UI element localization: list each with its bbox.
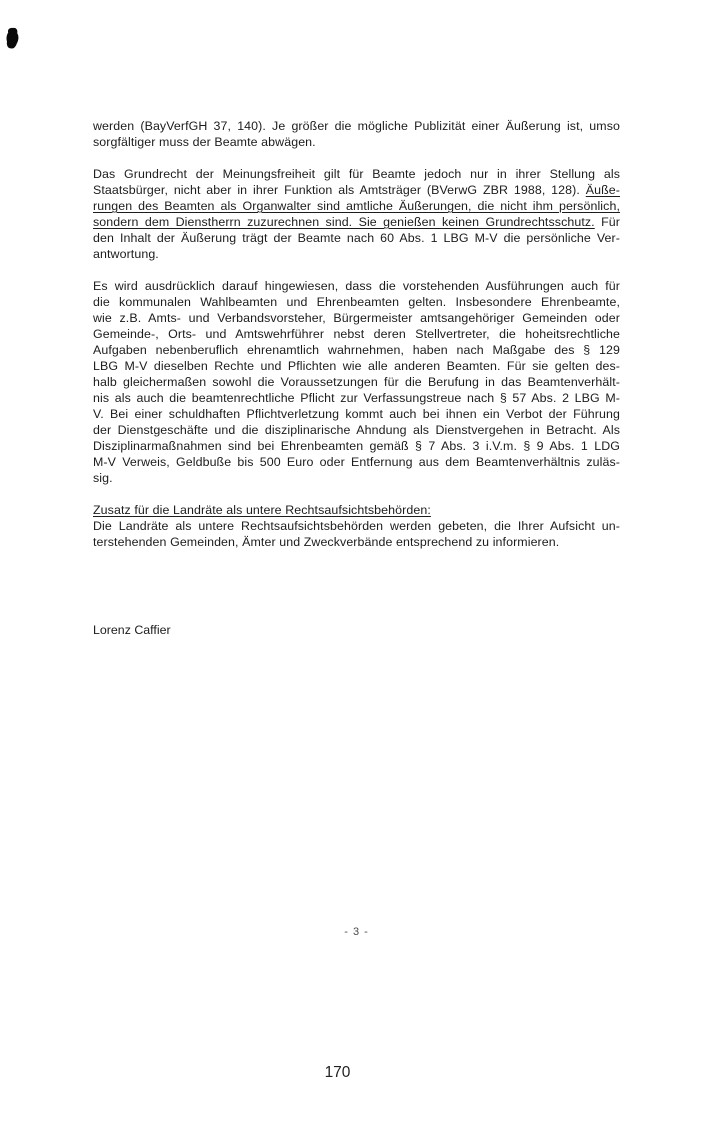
text-segment: V. Bei einer schuldhaften Pflichtverletzung kommt auch bei ihnen ein Verbot der Führung — [93, 407, 620, 421]
text-segment: die kommunalen Wahlbeamten und Ehrenbeamten gelten. Insbesondere Ehrenbeamte, — [93, 295, 620, 309]
text-line — [93, 454, 620, 470]
text-line — [93, 470, 620, 486]
text-line — [93, 422, 620, 438]
document-text — [93, 118, 620, 638]
signature-name: Lorenz Caffier — [93, 623, 171, 637]
text-segment: Es wird ausdrücklich darauf hingewiesen, dass die vorstehenden Ausführungen auch für — [93, 279, 620, 293]
text-line — [93, 230, 620, 246]
text-segment: halb gleichermaßen sowohl die Voraussetzungen für die Berufung in das Beamtenverhält- — [93, 375, 620, 389]
text-line — [93, 246, 620, 262]
text-segment: Für — [594, 215, 620, 229]
text-segment: Das Grundrecht der Meinungsfreiheit gilt für Beamte jedoch nur in ihrer Stellung als — [93, 167, 620, 181]
text-segment: werden (BayVerfGH 37, 140). Je größer die mögliche Publizität einer Äußerung ist, umso — [93, 119, 620, 133]
text-line — [93, 310, 620, 326]
text-line — [93, 326, 620, 342]
text-line — [93, 390, 620, 406]
text-segment: Staatsbürger, nicht aber in ihrer Funktion als Amtsträger (BVerwG ZBR 1988, 128). — [93, 183, 586, 197]
text-line — [93, 502, 620, 518]
text-line — [93, 358, 620, 374]
text-line — [93, 374, 620, 390]
text-segment: terstehenden Gemeinden, Ämter und Zweckverbände entsprechend zu informieren. — [93, 535, 560, 549]
text-segment: Gemeinde-, Orts- und Amtswehrführer nebst deren Stellvertreter, die hoheitsrechtliche — [93, 327, 620, 341]
text-segment: Aufgaben nebenberuflich ehrenamtlich wahrnehmen, haben nach Maßgabe des § 129 — [93, 343, 620, 357]
text-line — [93, 534, 620, 550]
text-line — [93, 406, 620, 422]
text-segment: Disziplinarmaßnahmen sind bei Ehrenbeamten gemäß § 7 Abs. 3 i.V.m. § 9 Abs. 1 LDG — [93, 439, 620, 453]
text-line — [93, 342, 620, 358]
text-segment: Die Landräte als untere Rechtsaufsichtsbehörden werden gebeten, die Ihrer Aufsicht un- — [93, 519, 620, 533]
scan-ink-blob-icon — [5, 27, 21, 51]
text-line — [93, 214, 620, 230]
text-segment: sorgfältiger muss der Beamte abwägen. — [93, 135, 316, 149]
text-line — [93, 134, 620, 150]
text-line — [93, 166, 620, 182]
text-segment: der Dienstgeschäfte und die disziplinarische Ahndung als Dienstvergehen in Betracht. Als — [93, 423, 620, 437]
text-segment: LBG M-V dieselben Rechte und Pflichten wie alle anderen Beamten. Für sie gelten des- — [93, 359, 620, 373]
paragraph-grundrecht — [93, 166, 620, 262]
text-line — [93, 182, 620, 198]
text-line — [93, 438, 620, 454]
text-line — [93, 198, 620, 214]
text-line — [93, 294, 620, 310]
scanned-page-marker: - 3 - — [344, 926, 369, 938]
text-segment: den Inhalt der Äußerung trägt der Beamte nach 60 Abs. 1 LBG M-V die persönliche Ver- — [93, 231, 620, 245]
underlined-text-segment: sondern dem Dienstherrn zuzurechnen sind. Sie genießen keinen Grundrechtsschutz. — [93, 215, 595, 229]
text-segment: nis als auch die beamtenrechtliche Pflicht zur Verfassungstreue nach § 57 Abs. 2 LBG M- — [93, 391, 620, 405]
paragraph-publizitaet — [93, 118, 620, 150]
underlined-text-segment: Zusatz für die Landräte als untere Rechtsaufsichtsbehörden: — [93, 503, 431, 517]
text-segment: antwortung. — [93, 247, 159, 261]
paragraph-zusatz-landraete — [93, 502, 620, 550]
text-segment: sig. — [93, 471, 113, 485]
paragraph-ehrenbeamte — [93, 278, 620, 486]
text-line — [93, 518, 620, 534]
underlined-text-segment: rungen des Beamten als Organwalter sind amtliche Äußerungen, die nicht ihm persönlich, — [93, 199, 620, 213]
pdf-page-number: 170 — [324, 1064, 351, 1081]
text-line — [93, 118, 620, 134]
text-segment: M-V Verweis, Geldbuße bis 500 Euro oder Entfernung aus dem Beamtenverhältnis zuläs- — [93, 455, 620, 469]
text-segment: wie z.B. Amts- und Verbandsvorsteher, Bürgermeister amtsangehöriger Gemeinden oder — [93, 311, 620, 325]
text-line — [93, 278, 620, 294]
underlined-text-segment: Äuße- — [585, 183, 620, 197]
